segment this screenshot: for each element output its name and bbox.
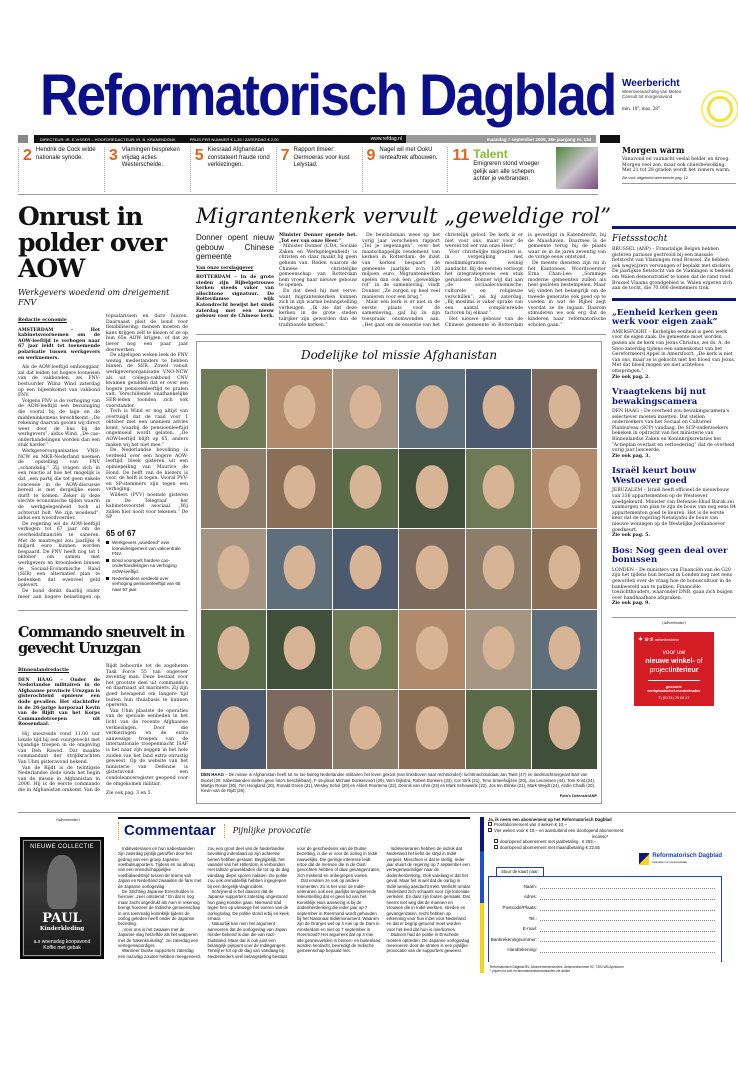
news-text: JERUZALEM – Israël heeft officieel de nieuwbouw van 336 appartementen op de Westoever goedgekeurd. Minister van Defensie Ehud Barak zei vanmorgen van plan te zijn de bouw van nog eens 84 appartementen goed te keuren. Het is de eerste keer dat de regering-Netanyahu de bouw van nieuwe woningen op de Westelijke Jordaanoever goedkeurt.	[612, 488, 736, 533]
option-trial: Proefabonnement van 4 weken € 10,–	[494, 822, 567, 828]
comment-title: Pijnlijke provocatie	[232, 825, 311, 835]
teaser-body	[122, 147, 190, 192]
weather-source: Weersverwachting van Meteo Consult tot morgenavond	[622, 89, 682, 99]
news-ref: Zie ook pag. 3.	[612, 453, 650, 459]
paragraph: Van Uhm plaatste de operaties van de speciale eenheden in het licht van de recente Afghaanse verkiezingen. Door die verkiezingen en de extra aanwezige troepen van de internationale troepenmacht ISAF is het naar zijn zeggen in het hele zuiden van het land extra onrustig geweest. Op de website van het ministerie van Defensie is gisteravond een condoleanceregister geopend voor de omgekomen militair.	[106, 708, 188, 787]
ad-job: werkplaatschef-meubelmaker	[647, 688, 701, 693]
subscription-form	[488, 817, 736, 974]
paragraph: De bond denkt daarbij onder meer aan hogere belastingen op topsalarissen en dure huizen. Daarnaast pleit de bond voor flexibilisering: mensen moeten de kans krijgen zelf te kiezen of ze op hun 65e AOW krijgen, of dat ze liever nog een paar jaar doorwerken.	[18, 314, 188, 600]
weather-story-title: Morgen warm	[622, 145, 685, 155]
soldier-portrait	[466, 449, 531, 528]
logo-sub: betrokken en betrouwbaar	[652, 860, 688, 865]
paragraph: Volgens FNV is de verhoging van de AOW-leeftijd een bezuiniging die vooral bij de lage en de middeninkomens terechtkomt. „De rekening daarvan gooien wij direct weer door de bus bij de werkgevers”, aldus Wind. „De cao-onderhandelingen worden dan een stuk harder.”	[18, 398, 100, 449]
field-label: Bankrekeningnummer:	[490, 936, 537, 942]
bullet-icon	[106, 541, 109, 544]
commando-article	[18, 625, 188, 797]
paragraph: Wilders (PVV) noemde gisteren in De Telegraaf het kabinetsvoorstel asociaal. „Wij zullen hier nooit voor tekenen.” De SP	[106, 493, 188, 521]
sidebar-rule	[612, 298, 736, 301]
weather-story-text: Vanavond en vannacht veelal helder en droog. Morgen veel zon, maar ook cluierbewolking. Met 21 tot 28 graden wordt het zomers warm.	[622, 157, 731, 174]
soldier-portrait	[333, 610, 398, 689]
teaser-text: Nagel wil met OokU renteaftrek afbouwen.	[379, 147, 438, 161]
option-monthly: doorlopend abonnement met maandbetaling	[500, 844, 585, 850]
page-header	[0, 0, 738, 204]
commando-byline: Binnenlandredactie	[18, 668, 69, 674]
ad-line1: a.s woensdag koopavond	[33, 938, 91, 945]
comment-header	[118, 822, 470, 840]
teaser-page: 3	[108, 147, 118, 164]
soldier-portrait	[201, 369, 266, 448]
checkbox[interactable]	[488, 822, 492, 826]
paragraph: „Voor ons is het zwaaien met de Japanse vlag hetzelfde als het wapperen met de hakenkruisvlag”, zei zaterdag een vertegenwoordiger.	[118, 926, 199, 949]
teaser-body	[294, 147, 362, 192]
teaser-page: 2	[23, 147, 32, 164]
migrant-lede: ROTTERDAM – In de grote steden zijn Bijbelgetrouwe kerken steeds vaker van allochtone signatuur. De Rotterdamse wijk Katendrecht bewijst het sinds zaterdag met een nieuw gebouw voor de Chinese kerk. Minister Donner opende het. „Tot eer van onze Heer.”	[196, 233, 357, 320]
photo-credit: Foto's Defensie/ANP	[559, 793, 597, 798]
news-headline[interactable]: Vraagtekens bij nut bewakingscamera	[612, 387, 707, 407]
field-input[interactable]	[540, 937, 715, 942]
ad-top: NIEUWE COLLECTIE	[30, 843, 94, 850]
paragraph: De meeste diensten zijn nu in het Kantonees. Woordvoerster Erna Chan-Lee: „Sommige moderne gemeenten zullen als heel gesloten bestempelen. Maar wij vinden het belangrijk om de tweede generatie ook goed op te voeden in wat de Bijbel zegt voordat ze de ingaan. Daarom stimuleren we ook erg dat de kinderen naar reformatorische scholen gaan.”	[528, 260, 606, 328]
photo-grid	[201, 369, 597, 769]
checkbox[interactable]	[488, 828, 492, 832]
aow-subhead: Werkgevers woedend om dreigement FNV	[18, 288, 170, 307]
subscribe-title: Ja, ik neem een abonnement op het Reformatorisch Dagblad	[488, 816, 612, 822]
commando-lede: DEN HAAG – Onder de Nederlandse militairen in de Afghaanse provincie Uruzgan is gisterochtend opnieuw een dode gevallen. Het slachtoffer is de 26-jarige korporaal Kevin van de Rijdt van het Korps Commandotroepen uit Roosendaal.	[18, 677, 100, 728]
soldier-portrait	[399, 369, 464, 448]
teaser-page: 5	[194, 147, 204, 164]
paragraph: Daarom had de politie in Enschede moeten optreden. De Japanse oorlogsvlag meevoeren door de straten is een pijnlijke provocatie van de supporters geweest.	[386, 932, 470, 954]
soldier-portrait	[201, 529, 266, 608]
bottom-section	[18, 812, 736, 974]
aow-byline: Redactie economie	[18, 318, 67, 323]
migrant-body	[196, 233, 606, 328]
teaser-text: Rapport Ilmeer: Oermoeras voor kust Lelystad.	[293, 147, 350, 169]
aow-article	[18, 204, 188, 600]
option-four-weeks: Vier weken voor € 10,– en aansluitend een doorlopend abonnement:	[494, 827, 625, 833]
paragraph: Toch is Wind er nog altijd van overtuigd dat de raad voor 1 oktober met een unaniem advies komt, waarbij de pensioenleeftijd ongemoeid wordt gelaten. „De AOW-leeftijd blijft op 65, anders maken wij het niet mee.”	[106, 409, 188, 448]
teaser-strip	[18, 147, 598, 195]
paragraph: De Stichting Japanse Ereschulden is hierover „zeer ontstemd.” En dat is nog maar zacht uitgedrukt als men in rekening brengt hoezeer de Indische gemeenschap in ons toenmalig koninkrijk tijdens de oorlog geleden heeft onder de Japanse bezetting.	[118, 888, 201, 927]
weather-box	[622, 78, 738, 112]
news-headline[interactable]: Israël keurt bouw Westoever goed	[612, 466, 697, 486]
photo-feature	[196, 341, 602, 804]
factbox-item	[106, 558, 188, 575]
subscription-column	[480, 817, 736, 974]
soldier-portrait	[267, 369, 332, 448]
teaser-item[interactable]	[104, 147, 190, 192]
field-label: Handtekening:	[507, 947, 537, 953]
paragraph: Voor christelijke migranten is, in vergelijking met moslimmigranten, weinig aandacht. Bij de eersten verloopt het integratieproces een stuk geruisloser. Donner wijt dat aan „de sociaaleconomische, culturele en religieuze verschillen”, zei hij zaterdag. „Bij moslims is vaker sprake van een aantal complicerende factoren bij elkaar.”	[445, 249, 523, 317]
paragraph: Als de AOW-leeftijd omhooggaar, zal dat leiden tot hogere looneisen van de vakbonden, zei FNV-bestuurder Wilna Wind zaterdag op een bijeenkomst van vakbond FNV.	[18, 365, 100, 399]
sidebar-section-title: Fietssstocht	[612, 234, 668, 244]
factbox-text: Nederlanders verdeeld over verhoging pensioenleeftijd van 65 naar 67 jaar.	[112, 575, 181, 592]
paragraph: Schrijnend is het daarom dat de Japanse supporters zaterdag ongestoord hun gang konden gaan. Niemand trad tegen hen op vanwege het voeren van de oorlogsvlag. De politie stond erbij en keek ernaar.	[207, 888, 289, 921]
paragraph: De afgelopen weken leek de FNV weinig medestanders te hebben binnen de SER. Zowel vanuit werkgeversorganisatie VNO-NCW als uit collega-vakbond CNV kwamen geluiden dat er over een hogere pensioenleeftijd te praten valt. Verschillende onafhankelijke SER-leden toonden zich ook voorstander.	[106, 353, 188, 409]
commentary	[118, 817, 470, 960]
migrant-headline[interactable]: Migrantenkerk vervult „geweldige rol”	[196, 204, 611, 228]
paragraph: Indiëveteranen hebben de indruk dat Nederland het liefst de strijd in Indië vergeet. Misschien is dat te stellig. Ieder jaar stuurt de regering op 7 september een vertegenwoordiger naar de dodenherdenking. Ook vandaag is dat het geval. Maar feit is wel dat de oorlog in Indië weinig aandacht trekt. Wellicht omdat Nederland zich schaamt voor zijn koloniale verleden. En daar zijn fouten gemaakt. Dat neemt niet weg dat de mannen en vrouwen die in Indië werkten, streden en gevangenzaten, recht hebben op erkenning voor hun inzet voor Nederland en dat er begrip getoond moet worden voor het leed dat hun is overkomen.	[386, 845, 470, 932]
ad-brand: a·s	[644, 636, 654, 643]
news-text: LONDEN – De ministers van Financiën van de G20 zijn het tijdens hun beraad in Londen nog niet eens geworden over de vraag hoe de bonuscultuur in de bankwereld aan te pakken. Financiële toezichthouders, waaronder DNB, gaan zich buigen over handhaafbare afspraken.	[612, 567, 733, 601]
ad-line3b: interieur	[670, 666, 699, 674]
caption-lead: DEN HAAG	[201, 772, 224, 778]
field-label: Postcode/Plaats:	[502, 905, 537, 911]
logo-text: Reformatorisch Dagblad	[652, 853, 722, 860]
paragraph: De bewindsman wees op het vorig jaar verschenen rapport „Tel je zegeningen”, over het maatschappelijk rendement van kerken in Rotterdam: de inzet van kerken bespaart de gemeente jaarlijks zo'n 120 miljoen euro. Migrantenkerken spelen dan ook een „geweldige rol” in de samenleving, vindt Donner. „Ze zorgen op heel veel manieren voor een brug.”	[362, 233, 440, 300]
soldier-portrait	[333, 369, 398, 448]
left-column	[18, 204, 188, 797]
field-input[interactable]	[540, 906, 715, 911]
soldier-portrait	[267, 449, 332, 528]
soldier-portrait	[267, 610, 332, 689]
teaser-page: 9	[366, 147, 376, 164]
commando-headline[interactable]: Commando sneuvelt in gevecht Uruzgan	[18, 624, 185, 657]
paragraph: Dat ervaren ze ook op andere momenten. Zo is het voor de Indië-veteranen ook een jaarlijks terugkerende teleurstelling dat er geen lid van het Koninklijk Huis aanwezig is bij de dodenherdenking die ieder jaar op 7 september in Roermond wordt gehouden bij het Nationaal Indiëmonument. Waarom zijn de Oranjes wel op 4 mei op de Dam in Amsterdam en niet op 7 september in Roermond? Het argument dat op 4 mei alle gesneuvelden in binnen- en buitenland worden herdacht, bevredigt de Indische gemeenschap bepaald niet.	[297, 878, 381, 954]
teaser-item[interactable]	[18, 147, 104, 192]
soldier-portrait	[532, 449, 597, 528]
teaser-page: 7	[280, 147, 290, 164]
form-field[interactable]	[489, 926, 715, 932]
teaser-item[interactable]	[276, 147, 362, 192]
bar-block	[600, 135, 620, 143]
soldier-portrait	[399, 690, 464, 769]
form-field[interactable]	[489, 916, 715, 922]
field-label: Adres:	[523, 894, 537, 900]
soldier-portrait	[532, 610, 597, 689]
factbox-item	[106, 576, 188, 593]
website-link[interactable]: www.refdag.nl	[370, 136, 402, 142]
ad-line1: voor uw	[662, 648, 686, 656]
ad-brand: PAUL	[42, 910, 82, 926]
photo-title: Dodelijke tol missie Afghanistan	[300, 348, 498, 363]
soldier-portrait	[201, 449, 266, 528]
soldier-portrait	[399, 610, 464, 689]
soldier-portrait	[399, 449, 464, 528]
teaser-item[interactable]	[447, 147, 598, 192]
field-label: Naam:	[523, 883, 537, 889]
sun-icon	[707, 96, 733, 122]
soldier-portrait	[201, 690, 266, 769]
soldier-portrait	[333, 449, 398, 528]
comment-label: Commentaar	[118, 822, 216, 840]
news-ref: Zie ook pag. 5.	[612, 533, 650, 539]
left-ad-column	[18, 817, 118, 959]
soldier-portrait	[201, 610, 266, 689]
aow-body	[18, 314, 188, 600]
paragraph: Van de Rijdt is de twintigste Nederlandse dode sinds het begin van de missie in Afghanistan in 2006. Hij is de eerste commando die in Afghanistan omkomt. Van de Rijdt behoorde tot de zogeheten Task Force 55 van ongeveer zeventig man. Deze bestaat voor het grootste deel uit commando's en daarnaast uit mariniers. Zij zijn goed bewapend om langere tijd buiten hun thuisbasis te kunnen opereren.	[18, 664, 188, 793]
field-input[interactable]	[540, 927, 715, 932]
news-text: DEN HAAG – De overheid zou bewakingscamera's selectiever moeten inzetten. Dat stellen onderzoekers van het Sociaal en Cultureel Planbureau (SCP) vandaag. De SCP-onderzoekers bekeken in opdracht van het ministerie van Binnenlandse Zaken en Koninkrijksrelaties het “Actieplan overlast en verloedering” dat de overheid vorig jaar lanceerde.	[612, 409, 735, 454]
teaser-photo	[556, 147, 598, 189]
paragraph: De regering wil de AOW-leeftijd verhogen tot 67 jaar om de overheidsfinanciën te saneren. Met de maatregel zou jaarlijks 4 miljard euro kunnen worden bespaard. De FNV heeft nog tot 1 oktober om samen met werkgevers en kroonleden binnen de Sociaal-Economische Raad (SER) een alternatief plan te bedenken dat evenveel geld oplevert.	[18, 521, 100, 589]
middle-column	[196, 204, 611, 804]
ad-brand-sub: winkelinrichters	[655, 637, 679, 642]
price-yearly: € 265,–	[581, 839, 597, 845]
bullet-icon	[106, 559, 109, 562]
teaser-item[interactable]	[190, 147, 276, 192]
factbox-text: Werkgevers „woedend” over looneidreigement van vakcentrale FNV.	[112, 539, 181, 557]
child-photo	[47, 855, 77, 909]
sidebar-rule	[612, 226, 736, 229]
factbox-text: Bond voorspelt hardere cao-onderhandelingen na verhoging AOW-leeftijd.	[112, 557, 177, 574]
news-text: BRUSSEL (ANP) – Franstalige Belgen hebben gisteren paraisse gestroold bij een massale fietstocht van Vlamingen rond Brussel. Ze hebben ook wegwijzers verwangen of beplakt met stickers. De jaarlijkse fietstocht van de Vlamingen is bedoeld om Walen demonstratief te tonen dat de rand rond Brussel Vlaams grondgebied is. Walen ergeren zich aan de tocht, die 70.000 deelnemers trok.	[612, 247, 734, 292]
migrant-article	[196, 204, 611, 328]
teaser-text: Kiesraad Afghanistan constateert fraude rond verkiezingen.	[207, 147, 270, 169]
price-line: PRIJS PER NUMMER € 1,35 / ZATERDAG € 2,00	[189, 136, 279, 142]
soldier-portrait	[466, 690, 531, 769]
soldier-portrait	[399, 529, 464, 608]
date-line: maandag 7 september 2009, 39e jaargang nr. 134	[406, 135, 596, 143]
field-label: E-mail:	[522, 926, 537, 932]
paragraph: Minister Donner (CDA, Sociale Zaken en Werkgelegenheid) is christen en daar maakt hij geen geheim van. Reden waarom de Chinese christelijke gemeenschap van Rotterdam hem vroeg haar nieuwe gebouw te openen.	[279, 244, 357, 289]
soldier-portrait	[267, 690, 332, 769]
news-ref: Zie ook pag. 9.	[612, 601, 650, 607]
teaser-text: Vlamingen bespreken vrijdag acties Westerschelde.	[121, 147, 180, 169]
price-monthly: € 22,55	[585, 844, 600, 850]
divider	[196, 334, 606, 335]
checkbox[interactable]	[494, 845, 498, 849]
paragraph: Hij sneuvelde rond 11.00 uur lokale tijd bij een vuurgevecht met vijandige troepen in de omgeving van Deh Rawod. Dat maakte commandant der strijdkrachten Van Uhm gisteravond bekend.	[18, 732, 100, 765]
send-card-tab: Stuur de kaart naar:	[496, 867, 544, 876]
teaser-label: Talent	[473, 147, 508, 161]
news-headline[interactable]: Bos: Nog geen deal over bonussen	[612, 545, 728, 566]
ad-wanted: gezocht:	[665, 683, 683, 689]
paragraph: Maar een kerk is er niet in de eerste plaats voor de samenleving, gaf hij in zijn toespraak onomwonden aan. „Het gaat om de essentie van het christelijk geloof. De kerk is er niet voor ons, maar voor de wereld tot eer van onze Heer.”	[362, 233, 523, 328]
divider	[18, 610, 188, 611]
paragraph: Indiëveteranen en hun nabestaanden zijn zaterdag pijnlijk getroffen door het gedrag van een groep Japanse voetbalsupporters. Tijdens en na afloop van een vriendschappelijke voetbalwedstrijd tussen de teams van Japan en Nederland zwaaiden de fans met de Japanse oorlogsvlag.	[118, 845, 202, 889]
news-headline[interactable]: „Eenheid kerken geen werk voor eigen zaak”	[612, 307, 718, 328]
form-field[interactable]	[489, 884, 715, 890]
right-column	[612, 204, 736, 706]
soldier-portrait	[267, 529, 332, 608]
aow-headline[interactable]: Onrust in polder over AOW	[18, 202, 167, 283]
paragraph: Natuurlijk kan men het argument aanvoeren dat de oorlogsvlag van Japan minder bekend is dan die van nazi-Duitsland. Maar dat is ook juist een belangrijk pijnpunt voor de Indiëgangers. Terwijl er tot op de dag van vandaag bij Nederlanders veel belangstelling bestaat voor de geschiedenis van de Duitse bezetting, is die er voor de oorlog in Indië nauwelijks. Die geringe interesse leidt ertoe dat de mensen die in de Oost gevochten hebben of daar gevangenzaten, zich miskend en onbegrepen voelen.	[207, 845, 381, 959]
ad-phone: T| (0174) 29 09 47	[658, 695, 690, 700]
weather-temps: min. 10°, max. 28°	[622, 107, 660, 112]
caption-text: – De missie in Afghanistan heeft tot nu toe twintig Nederlandse militairen het leven gekost (van linksboven naar rechtsonder): luchtmachtsoldaat Jan Twist (47) en landmachtsergeant Bart van Boxtel (29; nabestaanden stellen geen foto's beschikbaar), F-16-piloot Michael Donkervoort (29), Wim Dijkstra, Robert Donkers (33), Cor Strik (21), Timo Smeehuijzen (20), Jos Leunissen (44), Tom Krist (24), Martijn Rosier (30), Tim Hoogland (20), Ronald Groen (21), Wesley Schol (20) en Aldert Poortema (22), Dennis van Uhm (23) en Mark Schouwink (22), Jos ten Brinke (21), Mark Weijdt (24), Azdin Chadli (20), Kevin van de Rijdt (26).	[201, 772, 596, 794]
form-stripe	[480, 817, 484, 974]
soldier-portrait	[333, 690, 398, 769]
staff-line: DIRECTEUR: IR. E.VISSER – HOOFDREDACTEUR: IR. B. KRANENDONK	[40, 136, 176, 142]
soldier-portrait	[532, 690, 597, 769]
soldier-portrait	[532, 529, 597, 608]
soldier-portrait	[466, 529, 531, 608]
advertisement-winkelinrichters[interactable]: ✦ a·s winkelinrichters voor uw nieuwe winkel- of projectinterieur gezocht: werkplaatschef-meubelmaker T| (0174) 29 09 47	[634, 632, 714, 706]
migrant-subhead: Donner opent nieuw gebouw Chinese gemeente	[196, 233, 274, 261]
form-field[interactable]	[489, 937, 715, 943]
logo-mark-icon	[639, 853, 649, 865]
teaser-body	[208, 147, 276, 192]
ad-sub: Kinderkleding	[39, 925, 85, 932]
divider	[612, 617, 736, 618]
field-label: Tel.:	[528, 915, 537, 921]
form-field[interactable]	[489, 905, 715, 911]
factbox-65-of-67	[106, 529, 188, 592]
teaser-text: Hendrik de Cock wilde nationale synode.	[35, 147, 96, 161]
paragraph: Het nieuwe gebouw van de Chinese gemeente in Rotterdam is gevestigd in Katendrecht, bij de Maashaven. Daarmee is de gemeente terug bij de plaats waar ze in de jaren zeventig van de vorige eeuw ontstond.	[445, 233, 606, 328]
teaser-body	[473, 147, 550, 192]
ad-line2: nieuwe winkel-	[645, 657, 695, 665]
field-input[interactable]	[540, 916, 715, 921]
soldier-portrait	[532, 369, 597, 448]
ad-label: (Advertentie)	[56, 817, 80, 822]
form-footer: Reformatorisch Dagblad BV, Abonnementenservice, Antwoordnummer 92, 7300 WB Apeldoorn	[490, 965, 624, 970]
paragraph: Werkgeversorganisaties VNO-NCW en MKB-Nederland noemen de opstelling van FNV „schandalig.” Zij vragen zich in een reactie af hoe het mogelijk is dat „een partij die tot geen enkele concessie in de AOW-discussie bereid is met dergelijke eisen durft te komen. Zeker in deze slechte economische tijden waarin de werkgelegenheid toch al achteruit holt. We zijn woedend”, aldus een woordvoerder.	[18, 449, 100, 522]
field-input[interactable]	[540, 884, 715, 889]
form-note: * prijzen for kort en abonnementsvoorwaarden zie achter	[490, 969, 571, 974]
main-content	[18, 204, 736, 804]
migrant-byline: Van onze verslaggever	[196, 265, 254, 271]
teaser-body	[36, 147, 104, 192]
teaser-page: 11	[452, 147, 470, 164]
weather-title: Weerbericht	[622, 78, 680, 89]
factbox-title: 65 of 67	[106, 528, 136, 538]
news-text: AMERSFOORT – Kerkelijke eenheid is geen werk voor de eigen zaak. De gemeente moet worden gezien als de kerk van Jezus Christus, zei ds. A. de Snoo zaterdag tijdens een samenkomst van het Gereformeerd Appel in Amersfoort. „De kerk is niet van ons, maar ze is gekocht met het bloed van Jezus. Met dat bloed mogen we niet achteloos omspringen.”	[612, 329, 736, 374]
teaser-item[interactable]	[362, 147, 448, 192]
weather-story-ref: Zie voor uitgebreid weerbericht pag. 12	[622, 175, 688, 180]
aow-lede: AMSTERDAM – Het kabinetsvoornemen om de AOW-leeftijd te verhogen naar 67 jaar leidt tot toenemende polarisatie tussen werkgevers en werknemers.	[18, 327, 100, 361]
form-field[interactable]	[489, 947, 715, 953]
bar-block	[18, 135, 28, 143]
advertisement-paul-kinderkleding[interactable]	[20, 837, 104, 959]
ad-line3a: project	[649, 666, 671, 674]
field-input[interactable]	[540, 948, 715, 953]
checkbox[interactable]	[494, 839, 498, 843]
soldier-portrait	[466, 610, 531, 689]
commando-body	[18, 664, 188, 797]
photo-caption	[201, 772, 597, 799]
rd-logo	[488, 853, 736, 865]
commando-ref: Zie ook pag. 3 en 5.	[106, 791, 153, 797]
bullet-icon	[106, 577, 109, 580]
field-input[interactable]	[540, 895, 715, 900]
paragraph: En dat deed hij met verve, want migrantenkerken kunnen zich in zijn warme belangstelling verheugen. „Ik zie dat deze kerken in de grote steden talrijker zijn geworden dan de traditionele kerken.”	[279, 288, 357, 328]
news-ref: Zie ook pag. 2.	[612, 374, 650, 380]
soldier-portrait	[333, 529, 398, 608]
soldier-portrait	[466, 369, 531, 448]
ad-line2b: of	[694, 657, 703, 665]
comment-body	[118, 846, 470, 960]
teaser-text: Emigreren stond vroeger gelijk aan alle schepen achter je verbranden.	[473, 161, 540, 183]
info-bar	[34, 135, 406, 143]
news-sidebar	[612, 226, 736, 607]
form-field[interactable]	[489, 894, 715, 900]
weather-story	[622, 146, 736, 184]
ad-label: (Advertentie)	[662, 620, 686, 625]
incasso-label: incasso*	[592, 833, 609, 839]
address-fields	[488, 876, 722, 962]
option-yearly: doorlopend abonnement met jaarbetaling	[500, 839, 579, 845]
factbox-item	[106, 540, 188, 557]
teaser-body	[379, 147, 447, 192]
masthead-title: Reformatorisch Dagblad	[40, 63, 616, 128]
paragraph: De Nederlandse bevolking is verdeeld over een hogere AOW-leeftijd, bleek gisteren uit een opiniepeiling van Maurice de Hond. De helft van de kiezers is voor, de helft is tegen. Vooral PVV- en SP-stemmers zijn tegen een verhoging.	[106, 448, 188, 493]
ad-line2: Koffie met gebak	[43, 945, 81, 952]
paragraph: Wanneer Duitse supporters zaterdag een nazivlag zouden hebben meegevoerd, zou een groot deel van de Nederlandse bevolking inderdaad op zijn achterste benen hebben gestaan. Begrijpelijk, het vaandel van het Hitlerdom is verbonden met talloze gruweldaden die tot op de dag vandaag diepe sporen nalaten. De politie zou ook onmiddellijk hebben ingegrepen bij een dergelijk vlagincident.	[118, 845, 290, 959]
